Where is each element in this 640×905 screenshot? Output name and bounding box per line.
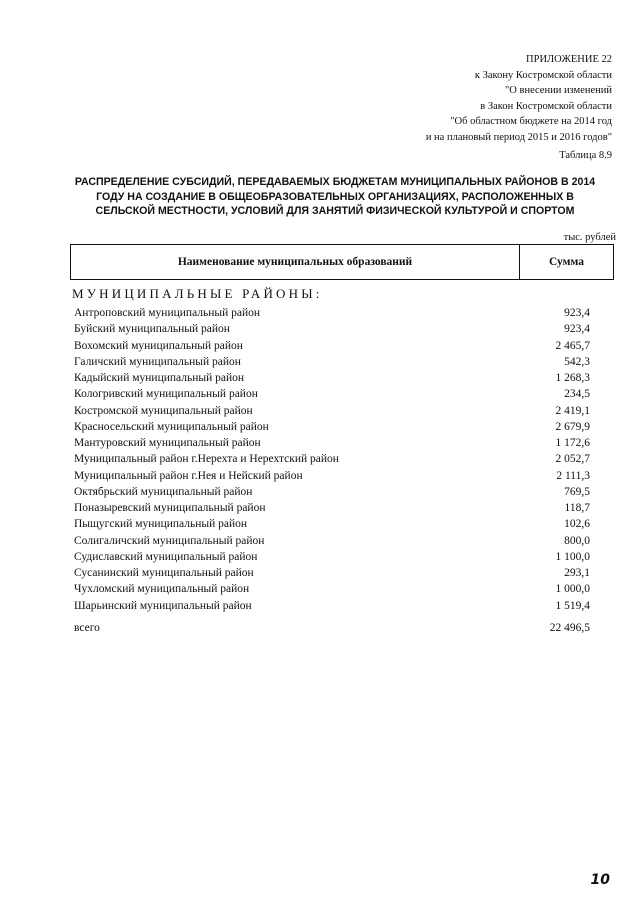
row-value: 2 679,9 bbox=[555, 420, 590, 433]
appendix-header bbox=[426, 52, 612, 145]
table-row bbox=[74, 581, 590, 597]
row-name: Муниципальный район г.Нерехта и Нерехтский район bbox=[74, 453, 339, 466]
row-name: Галичский муниципальный район bbox=[74, 355, 241, 368]
row-value: 1 268,3 bbox=[555, 372, 590, 384]
table-row bbox=[74, 533, 590, 549]
row-value: 102,6 bbox=[564, 518, 590, 531]
appendix-line: "Об областном бюджете на 2014 год bbox=[450, 116, 612, 127]
row-name: Чухломский муниципальный район bbox=[74, 583, 250, 596]
table-row bbox=[74, 516, 590, 532]
table-row bbox=[74, 435, 590, 451]
row-value: 2 052,7 bbox=[555, 453, 590, 466]
row-name: Мантуровский муниципальный район bbox=[74, 437, 261, 449]
row-name: Кологривский муниципальный район bbox=[74, 388, 258, 401]
title-line: ГОДУ НА СОЗДАНИЕ В ОБЩЕОБРАЗОВАТЕЛЬНЫХ ОРГАНИЗАЦИЯХ, РАСПОЛОЖЕННЫХ В bbox=[96, 190, 574, 203]
appendix-line: ПРИЛОЖЕНИЕ 22 bbox=[526, 54, 612, 65]
row-name: Пыщугский муниципальный район bbox=[74, 518, 248, 531]
table-row bbox=[74, 338, 590, 354]
total-label: всего bbox=[74, 622, 100, 634]
row-name: Антроповский муниципальный район bbox=[74, 307, 261, 319]
table-row bbox=[74, 468, 590, 484]
total-value: 22 496,5 bbox=[549, 622, 590, 634]
appendix-line: "О внесении изменений bbox=[505, 85, 612, 96]
table-row bbox=[74, 419, 590, 435]
column-header-sum: Сумма bbox=[549, 256, 584, 268]
row-name: Солигаличский муниципальный район bbox=[74, 534, 265, 547]
table-row bbox=[74, 549, 590, 565]
table-row bbox=[74, 354, 590, 370]
units-label: тыс. рублей bbox=[563, 232, 616, 243]
table-row bbox=[74, 321, 590, 337]
table-row bbox=[74, 370, 590, 386]
table-header bbox=[70, 244, 614, 280]
row-value: 923,4 bbox=[564, 323, 590, 336]
table-row bbox=[74, 484, 590, 500]
row-name: Вохомский муниципальный район bbox=[74, 339, 243, 352]
row-value: 1 519,4 bbox=[555, 599, 590, 612]
table-row bbox=[74, 565, 590, 581]
table-row bbox=[74, 451, 590, 467]
table-row bbox=[74, 386, 590, 402]
row-name: Шарьинский муниципальный район bbox=[74, 599, 252, 612]
row-name: Октябрьский муниципальный район bbox=[74, 485, 253, 498]
row-value: 769,5 bbox=[564, 485, 590, 498]
row-value: 923,4 bbox=[564, 307, 590, 319]
row-name: Буйский муниципальный район bbox=[74, 323, 230, 336]
document-title bbox=[70, 175, 600, 219]
table-body bbox=[74, 305, 590, 614]
column-header-name: Наименование муниципальных образований bbox=[71, 245, 520, 279]
row-value: 1 172,6 bbox=[555, 437, 590, 449]
table-row bbox=[74, 403, 590, 419]
appendix-line: и на плановый период 2015 и 2016 годов" bbox=[425, 131, 612, 143]
table-row bbox=[74, 305, 590, 321]
row-name: Поназыревский муниципальный район bbox=[74, 502, 266, 514]
row-value: 118,7 bbox=[564, 502, 590, 514]
title-line: СЕЛЬСКОЙ МЕСТНОСТИ, УСЛОВИЙ ДЛЯ ЗАНЯТИЙ ФИЗИЧЕСКОЙ КУЛЬТУРОЙ И СПОРТОМ bbox=[95, 205, 575, 217]
appendix-line: в Закон Костромской области bbox=[480, 100, 612, 112]
handwritten-page-number: 10 bbox=[590, 872, 610, 888]
row-name: Муниципальный район г.Нея и Нейский район bbox=[74, 469, 303, 482]
row-name: Красносельский муниципальный район bbox=[74, 420, 269, 433]
row-name: Судиславский муниципальный район bbox=[74, 550, 258, 563]
table-number: Таблица 8.9 bbox=[559, 150, 612, 161]
section-heading: МУНИЦИПАЛЬНЫЕ РАЙОНЫ: bbox=[72, 286, 323, 301]
row-value: 1 000,0 bbox=[555, 583, 590, 596]
row-value: 542,3 bbox=[564, 355, 590, 368]
row-value: 2 419,1 bbox=[555, 404, 590, 417]
title-line: РАСПРЕДЕЛЕНИЕ СУБСИДИЙ, ПЕРЕДАВАЕМЫХ БЮДЖЕТАМ МУНИЦИПАЛЬНЫХ РАЙОНОВ В 2014 bbox=[74, 176, 596, 188]
row-value: 293,1 bbox=[564, 567, 590, 579]
row-name: Костромской муниципальный район bbox=[74, 404, 253, 417]
row-value: 234,5 bbox=[564, 388, 590, 401]
row-value: 800,0 bbox=[564, 534, 590, 547]
appendix-line: к Закону Костромской области bbox=[474, 69, 612, 81]
row-value: 2 111,3 bbox=[556, 469, 590, 482]
row-name: Сусанинский муниципальный район bbox=[74, 567, 254, 579]
row-value: 2 465,7 bbox=[555, 339, 590, 352]
total-row bbox=[74, 622, 590, 634]
row-name: Кадыйский муниципальный район bbox=[74, 372, 245, 384]
table-row bbox=[74, 500, 590, 516]
table-row bbox=[74, 598, 590, 614]
row-value: 1 100,0 bbox=[555, 550, 590, 563]
